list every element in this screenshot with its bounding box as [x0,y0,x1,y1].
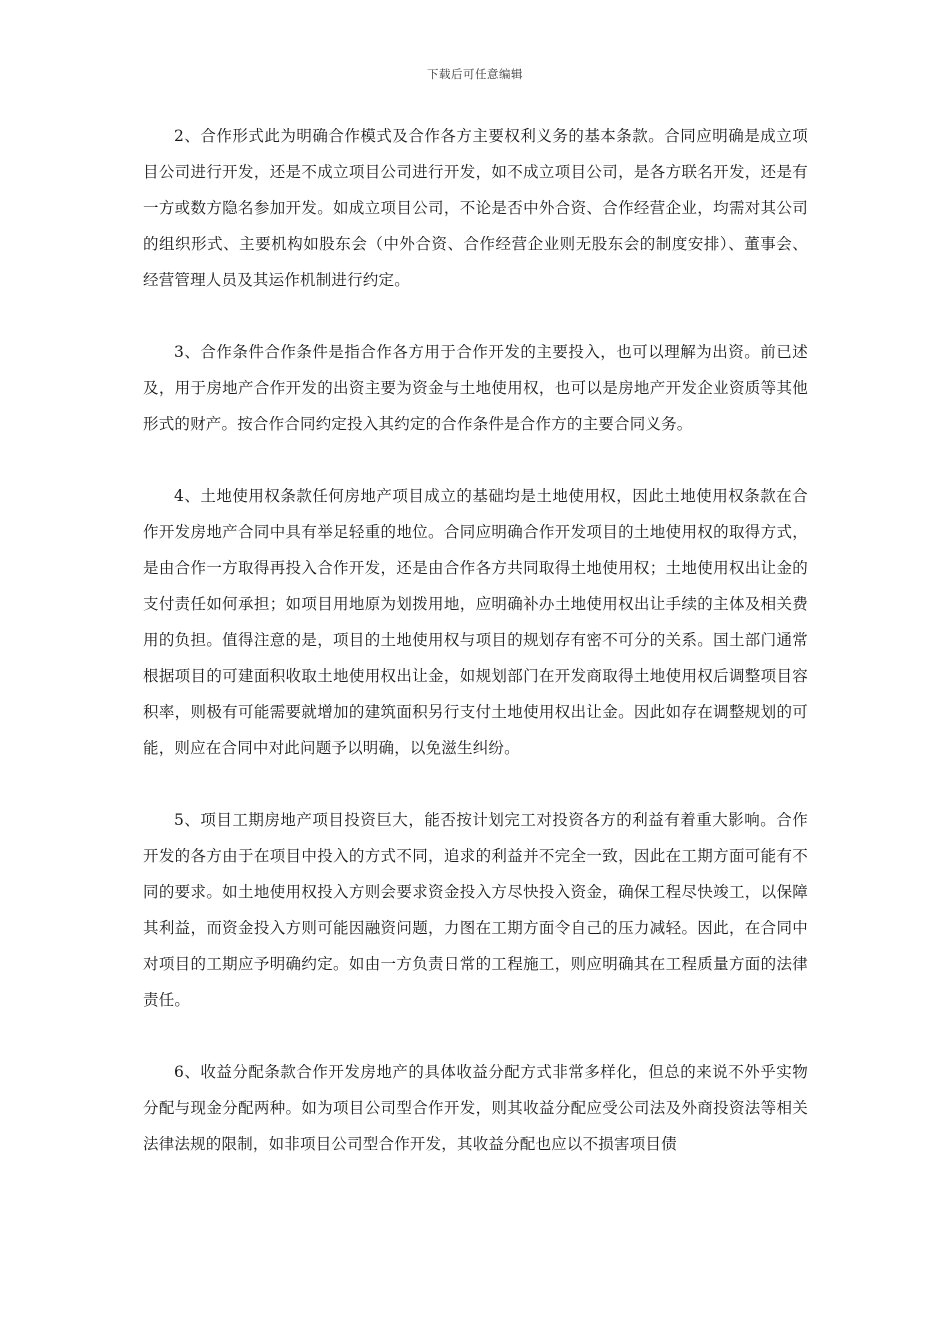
document-body [143,118,808,1198]
paragraph-profit-distribution: 6、收益分配条款合作开发房地产的具体收益分配方式非常多样化，但总的来说不外乎实物分配与现金分配两种。如为项目公司型合作开发，则其收益分配应受公司法及外商投资法等相关法律法规的限制，如非项目公司型合作开发，其收益分配也应以不损害项目债 [143,1063,808,1153]
paragraph-cooperation-conditions: 3、合作条件合作条件是指合作各方用于合作开发的主要投入，也可以理解为出资。前已述及，用于房地产合作开发的出资主要为资金与土地使用权，也可以是房地产开发企业资质等其他形式的财产。按合作合同约定投入其约定的合作条件是合作方的主要合同义务。 [143,343,808,433]
paragraph-land-use-rights: 4、土地使用权条款任何房地产项目成立的基础均是土地使用权，因此土地使用权条款在合作开发房地产合同中具有举足轻重的地位。合同应明确合作开发项目的土地使用权的取得方式，是由合作一方取得再投入合作开发，还是由合作各方共同取得土地使用权；土地使用权出让金的支付责任如何承担；如项目用地原为划拨用地，应明确补办土地使用权出让手续的主体及相关费用的负担。值得注意的是，项目的土地使用权与项目的规划存有密不可分的关系。国土部门通常根据项目的可建面积收取土地使用权出让金，如规划部门在开发商取得土地使用权后调整项目容积率，则极有可能需要就增加的建筑面积另行支付土地使用权出让金。因此如存在调整规划的可能，则应在合同中对此问题予以明确，以免滋生纠纷。 [143,487,808,757]
page-header-note: 下载后可任意编辑 [427,67,523,81]
paragraph-cooperation-form: 2、合作形式此为明确合作模式及合作各方主要权利义务的基本条款。合同应明确是成立项目公司进行开发，还是不成立项目公司进行开发，如不成立项目公司，是各方联名开发，还是有一方或数方隐名参加开发。如成立项目公司，不论是否中外合资、合作经营企业，均需对其公司的组织形式、主要机构如股东会（中外合资、合作经营企业则无股东会的制度安排）、董事会、经营管理人员及其运作机制进行约定。 [143,127,808,289]
paragraph-project-schedule: 5、项目工期房地产项目投资巨大，能否按计划完工对投资各方的利益有着重大影响。合作开发的各方由于在项目中投入的方式不同，追求的利益并不完全一致，因此在工期方面可能有不同的要求。如土地使用权投入方则会要求资金投入方尽快投入资金，确保工程尽快竣工，以保障其利益，而资金投入方则可能因融资问题，力图在工期方面令自己的压力减轻。因此，在合同中对项目的工期应予明确约定。如由一方负责日常的工程施工，则应明确其在工程质量方面的法律责任。 [143,811,808,1009]
